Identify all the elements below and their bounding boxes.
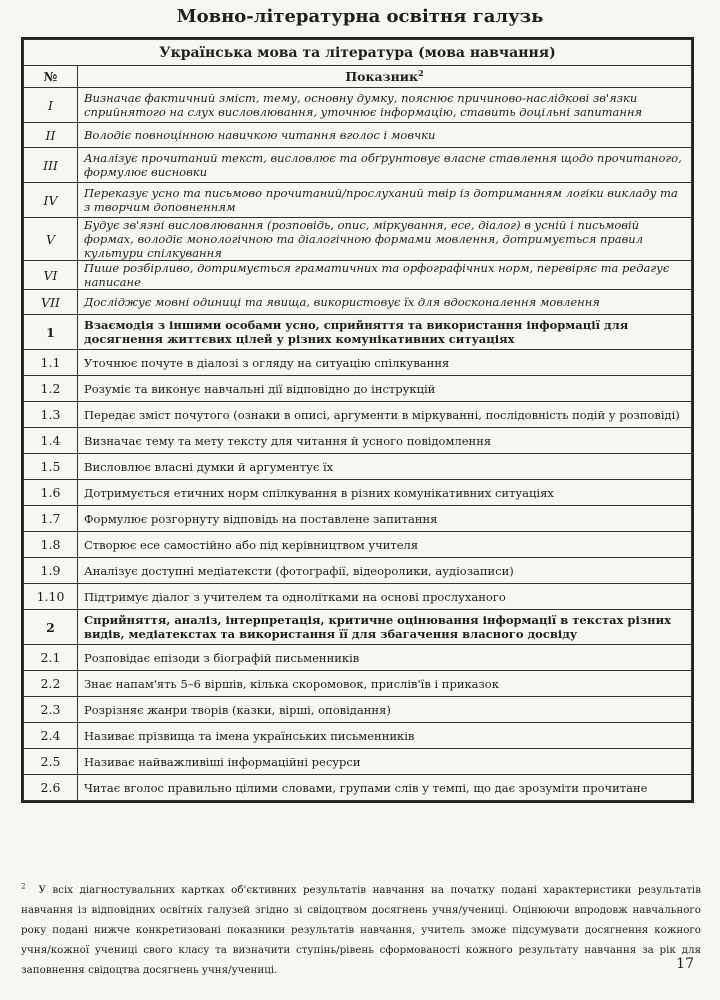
row-number: 1.5 [24, 454, 78, 480]
row-number: 1.3 [24, 402, 78, 428]
row-indicator: Висловлює власні думки й аргументує їх [78, 454, 692, 480]
row-number: 1.6 [24, 480, 78, 506]
table-row [24, 671, 692, 697]
table-row [24, 183, 692, 218]
row-indicator: Уточнює почуте в діалозі з огляду на ситуацію спілкування [78, 350, 692, 376]
row-indicator: Будує зв'язні висловлювання (розповідь, опис, міркування, есе, діалог) в усній і письмовій формах, володіє монологічною та діалогічною формами мовлення, дотримується правил культури спілкування [78, 218, 692, 261]
table-row [24, 402, 692, 428]
row-number: I [24, 88, 78, 123]
footnote [21, 880, 701, 980]
row-indicator: Знає напам'ять 5–6 віршів, кілька скоромовок, прислів'їв і приказок [78, 671, 692, 697]
table-row [24, 350, 692, 376]
table-row [24, 88, 692, 123]
table-row [24, 454, 692, 480]
row-number: 1.2 [24, 376, 78, 402]
row-indicator: Сприйняття, аналіз, інтерпретація, критичне оцінювання інформації в текстах різних видів, медіатекстах та використання її для збагачення власного досвіду [78, 610, 692, 645]
table-row [24, 749, 692, 775]
row-number: VI [24, 261, 78, 290]
row-indicator: Визначає фактичний зміст, тему, основну думку, пояснює причиново-наслідкові зв'язки сприйнятого на слух висловлювання, уточнює інформацію, ставить доцільні запитання [78, 88, 692, 123]
table-title: Українська мова та література (мова навчання) [24, 40, 692, 66]
row-number: 2 [24, 610, 78, 645]
row-number: III [24, 148, 78, 183]
table-row [24, 775, 692, 801]
row-indicator: Підтримує діалог з учителем та однолітками на основі прослуханого [78, 584, 692, 610]
row-indicator: Розповідає епізоди з біографій письменників [78, 645, 692, 671]
row-indicator: Розрізняє жанри творів (казки, вірші, оповідання) [78, 697, 692, 723]
row-number: 2.2 [24, 671, 78, 697]
table-row [24, 290, 692, 315]
indicators-table [21, 37, 694, 803]
table-row [24, 584, 692, 610]
row-number: 1.8 [24, 532, 78, 558]
row-number: 1.7 [24, 506, 78, 532]
row-indicator: Переказує усно та письмово прочитаний/прослуханий твір із дотриманням логіки викладу та з творчим доповненням [78, 183, 692, 218]
table-row [24, 428, 692, 454]
table-row [24, 558, 692, 584]
column-header-indicator [78, 66, 692, 88]
table-row [24, 376, 692, 402]
row-number: IV [24, 183, 78, 218]
row-indicator: Передає зміст почутого (ознаки в описі, аргументи в міркуванні, послідовність подій у розповіді) [78, 402, 692, 428]
row-indicator: Читає вголос правильно цілими словами, групами слів у темпі, що дає зрозуміти прочитане [78, 775, 692, 801]
row-number: 2.6 [24, 775, 78, 801]
row-number: 1.1 [24, 350, 78, 376]
row-indicator: Володіє повноцінною навичкою читання вголос і мовчки [78, 123, 692, 148]
table-section-row [24, 315, 692, 350]
row-number: 1.10 [24, 584, 78, 610]
row-indicator: Взаємодія з іншими особами усно, сприйняття та використання інформації для досягнення життєвих цілей у різних комунікативних ситуаціях [78, 315, 692, 350]
column-header-indicator-label: Показник [345, 69, 419, 84]
row-number: 2.1 [24, 645, 78, 671]
row-indicator: Досліджує мовні одиниці та явища, використовує їх для вдосконалення мовлення [78, 290, 692, 315]
footnote-reference: 2 [418, 67, 424, 78]
table-row [24, 645, 692, 671]
row-number: 1.4 [24, 428, 78, 454]
row-number: V [24, 218, 78, 261]
table-row [24, 148, 692, 183]
table-row [24, 480, 692, 506]
table-body [24, 88, 692, 801]
footnote-mark: 2 [21, 882, 26, 891]
column-header-number: № [24, 66, 78, 88]
row-indicator: Формулює розгорнуту відповідь на поставлене запитання [78, 506, 692, 532]
table-row [24, 218, 692, 261]
row-indicator: Визначає тему та мету тексту для читання й усного повідомлення [78, 428, 692, 454]
footnote-text: У всіх діагностувальних картках об'єктивних результатів навчання на початку подані характеристики результатів навчання із відповідних освітніх галузей згідно зі свідоцтвом досягнень учня/учениці. Оцінюючи впродовж навчального року подані нижче конкретизовані показники результатів навчання, учитель зможе підсумувати досягнення кожного учня/кожної учениці свого класу та визначити ступінь/рівень сформованості кожного результату навчання за рік для заповнення свідоцтва досягнень учня/учениці. [21, 884, 701, 976]
row-indicator: Аналізує прочитаний текст, висловлює та обґрунтовує власне ставлення щодо прочитаного, формулює висновки [78, 148, 692, 183]
page-title: Мовно-літературна освітня галузь [176, 6, 544, 27]
table-section-row [24, 610, 692, 645]
page-number: 17 [676, 956, 694, 972]
row-indicator: Розуміє та виконує навчальні дії відповідно до інструкцій [78, 376, 692, 402]
row-number: II [24, 123, 78, 148]
row-indicator: Аналізує доступні медіатексти (фотографії, відеоролики, аудіозаписи) [78, 558, 692, 584]
table-row [24, 697, 692, 723]
row-number: 2.5 [24, 749, 78, 775]
row-indicator: Пише розбірливо, дотримується граматичних та орфографічних норм, перевіряє та редагує написане [78, 261, 692, 290]
row-number: VII [24, 290, 78, 315]
row-indicator: Створює есе самостійно або під керівництвом учителя [78, 532, 692, 558]
row-number: 1.9 [24, 558, 78, 584]
row-indicator: Називає найважливіші інформаційні ресурси [78, 749, 692, 775]
table-row [24, 532, 692, 558]
row-indicator: Називає прізвища та імена українських письменників [78, 723, 692, 749]
row-indicator: Дотримується етичних норм спілкування в різних комунікативних ситуаціях [78, 480, 692, 506]
table-row [24, 123, 692, 148]
row-number: 2.4 [24, 723, 78, 749]
table-row [24, 261, 692, 290]
row-number: 2.3 [24, 697, 78, 723]
row-number: 1 [24, 315, 78, 350]
table-row [24, 723, 692, 749]
table-row [24, 506, 692, 532]
